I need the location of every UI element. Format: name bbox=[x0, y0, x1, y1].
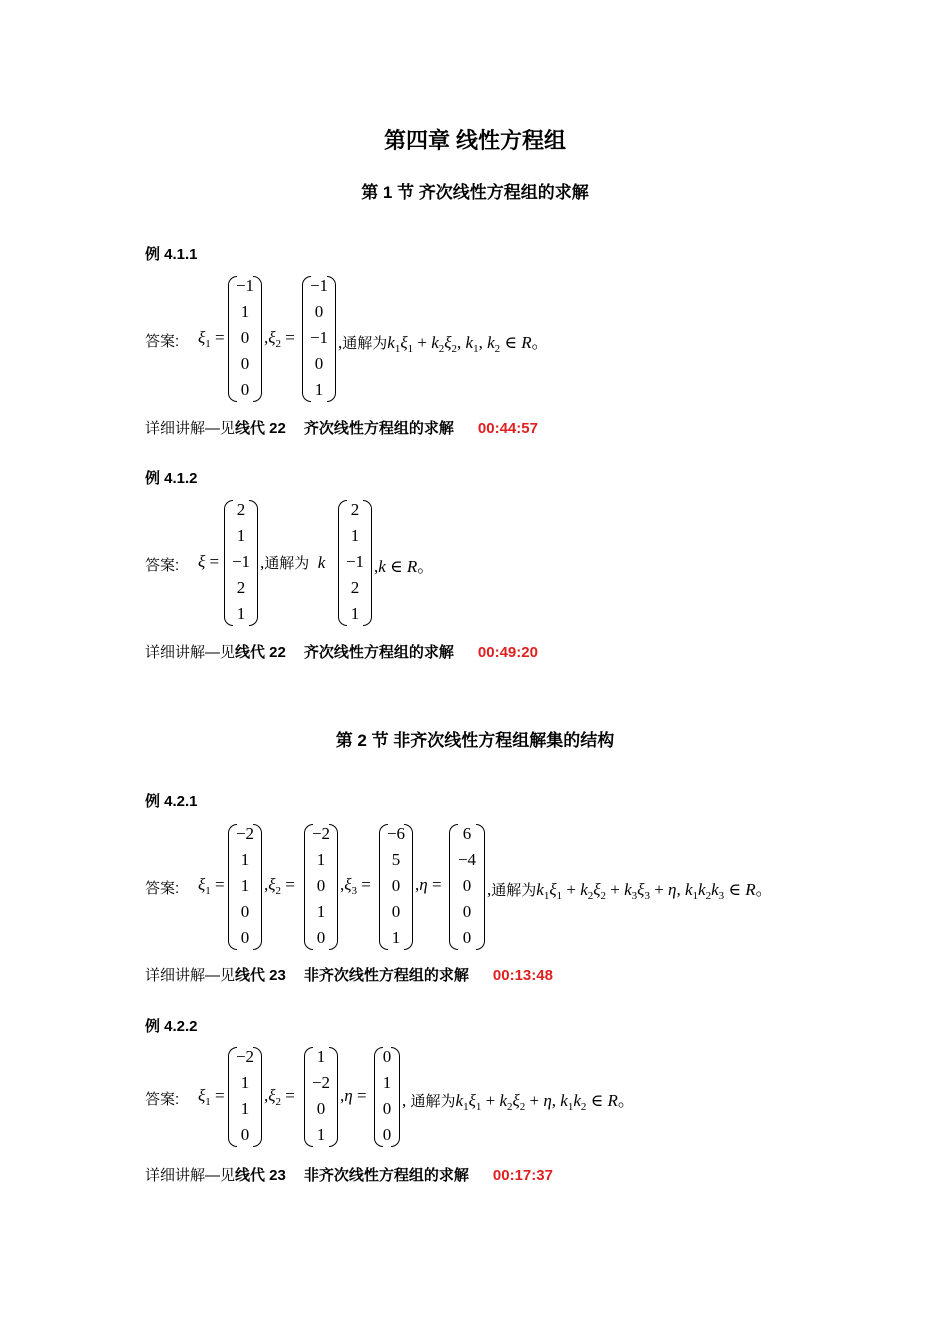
matrix-cell: 2 bbox=[236, 500, 246, 519]
matrix-cell: 0 bbox=[240, 328, 250, 347]
matrix-cell: 1 bbox=[316, 850, 326, 869]
detail-topic: 齐次线性方程组的求解 bbox=[303, 644, 454, 661]
detail-prefix: 详细讲解—见 bbox=[145, 967, 236, 984]
detail-topic: 齐次线性方程组的求解 bbox=[303, 420, 454, 437]
detail-line bbox=[145, 641, 538, 662]
detail-course: 线代 23 bbox=[235, 1167, 286, 1184]
eta-equals: ,η = bbox=[340, 1086, 367, 1105]
detail-line bbox=[145, 417, 538, 438]
detail-course: 线代 22 bbox=[235, 644, 286, 661]
matrix-cell: 1 bbox=[316, 1047, 326, 1066]
matrix-cell: −2 bbox=[311, 824, 331, 843]
general-solution: , 通解为$k_1\xi_1 + k_2\xi_2 + \eta$, $k_1k_2$ ∈ R。 bbox=[402, 1091, 635, 1113]
matrix-cell: 0 bbox=[391, 902, 401, 921]
matrix-cell: 1 bbox=[240, 302, 250, 321]
chapter-title: 第四章 线性方程组 bbox=[383, 128, 567, 153]
matrix-cell: 1 bbox=[240, 1099, 250, 1118]
matrix-k-xi bbox=[338, 500, 372, 626]
matrix-cell: 0 bbox=[314, 354, 324, 373]
xi1-equals: $\xi_1$ = bbox=[198, 1086, 225, 1108]
matrix-cell: −2 bbox=[235, 824, 255, 843]
matrix-cell: 1 bbox=[240, 876, 250, 895]
matrix-cell: −1 bbox=[231, 552, 251, 571]
general-solution: ,通解为$k_1\xi_1 + k_2\xi_2 + k_3\xi_3 + \eta$, $k_1k_2k_3$ ∈ R。 bbox=[487, 880, 773, 902]
general-solution: ,通解为$k_1\xi_1 + k_2\xi_2$, $k_1$, $k_2$ ∈ R。 bbox=[338, 333, 549, 355]
xi1-equals: $\xi_1$ = bbox=[198, 328, 225, 350]
video-timestamp: 00:13:48 bbox=[492, 967, 553, 984]
matrix-eta bbox=[374, 1047, 400, 1147]
xi2-equals: $,\xi_2$ = bbox=[264, 875, 295, 897]
matrix-cell: −1 bbox=[235, 276, 255, 295]
example-label: 例 4.2.1 bbox=[145, 793, 198, 810]
matrix-cell: −2 bbox=[311, 1073, 331, 1092]
example-label: 例 4.1.1 bbox=[145, 246, 198, 263]
matrix-cell: −1 bbox=[309, 276, 329, 295]
section-1-title: 第 1 节 齐次线性方程组的求解 bbox=[361, 183, 589, 202]
matrix-cell: 0 bbox=[382, 1099, 392, 1118]
matrix-xi1 bbox=[228, 1047, 262, 1147]
matrix-cell: −6 bbox=[386, 824, 406, 843]
matrix-cell: 1 bbox=[350, 604, 360, 623]
section-2-title: 第 2 节 非齐次线性方程组解集的结构 bbox=[335, 731, 615, 750]
eta-equals: ,η = bbox=[415, 875, 442, 894]
matrix-cell: 0 bbox=[382, 1047, 392, 1066]
video-timestamp: 00:49:20 bbox=[477, 644, 538, 661]
detail-line bbox=[145, 964, 553, 985]
general-solution-label: 通解为 bbox=[491, 882, 537, 899]
xi3-equals: $,\xi_3$ = bbox=[340, 875, 371, 897]
matrix-cell: 1 bbox=[240, 850, 250, 869]
example-label: 例 4.2.2 bbox=[145, 1018, 198, 1035]
matrix-xi3 bbox=[379, 824, 413, 950]
general-solution-prefix: ,通解为 k bbox=[260, 553, 326, 572]
detail-line bbox=[145, 1164, 553, 1185]
answer-label: 答案: bbox=[145, 1091, 180, 1108]
matrix-cell: −1 bbox=[345, 552, 365, 571]
matrix-xi2 bbox=[304, 1047, 338, 1147]
matrix-eta bbox=[449, 824, 485, 950]
matrix-cell: 1 bbox=[236, 604, 246, 623]
general-solution-label: 通解为 bbox=[410, 1093, 456, 1110]
xi2-equals: $,\xi_2$ = bbox=[264, 1086, 295, 1108]
detail-prefix: 详细讲解—见 bbox=[145, 420, 236, 437]
matrix-cell: −4 bbox=[457, 850, 477, 869]
matrix-cell: 0 bbox=[240, 1125, 250, 1144]
video-timestamp: 00:44:57 bbox=[477, 420, 538, 437]
detail-topic: 非齐次线性方程组的求解 bbox=[303, 967, 469, 984]
matrix-cell: 0 bbox=[316, 928, 326, 947]
matrix-cell: 0 bbox=[462, 928, 472, 947]
example-label: 例 4.1.2 bbox=[145, 470, 198, 487]
matrix-cell: 1 bbox=[316, 902, 326, 921]
general-solution-label: 通解为 bbox=[264, 555, 310, 572]
matrix-cell: 1 bbox=[240, 1073, 250, 1092]
matrix-xi2 bbox=[304, 824, 338, 950]
matrix-cell: 0 bbox=[240, 354, 250, 373]
matrix-cell: 1 bbox=[316, 1125, 326, 1144]
matrix-cell: 0 bbox=[382, 1125, 392, 1144]
matrix-cell: 0 bbox=[462, 876, 472, 895]
matrix-cell: 0 bbox=[314, 302, 324, 321]
matrix-cell: 0 bbox=[316, 876, 326, 895]
matrix-cell: 1 bbox=[391, 928, 401, 947]
matrix-cell: 1 bbox=[314, 380, 324, 399]
matrix-cell: 2 bbox=[350, 500, 360, 519]
matrix-xi1 bbox=[228, 276, 262, 402]
matrix-cell: 6 bbox=[462, 824, 472, 843]
matrix-cell: −1 bbox=[309, 328, 329, 347]
answer-label: 答案: bbox=[145, 333, 180, 350]
matrix-cell: 1 bbox=[350, 526, 360, 545]
xi2-equals: $,\xi_2$ = bbox=[264, 328, 295, 350]
matrix-cell: −2 bbox=[235, 1047, 255, 1066]
answer-label: 答案: bbox=[145, 880, 180, 897]
matrix-xi2 bbox=[302, 276, 336, 402]
matrix-xi1 bbox=[228, 824, 262, 950]
detail-course: 线代 22 bbox=[235, 420, 286, 437]
xi-equals: ξ = bbox=[198, 552, 220, 571]
xi1-equals: $\xi_1$ = bbox=[198, 875, 225, 897]
matrix-cell: 1 bbox=[236, 526, 246, 545]
matrix-cell: 1 bbox=[382, 1073, 392, 1092]
matrix-cell: 2 bbox=[236, 578, 246, 597]
general-solution-label: 通解为 bbox=[342, 335, 388, 352]
detail-prefix: 详细讲解—见 bbox=[145, 644, 236, 661]
matrix-cell: 0 bbox=[316, 1099, 326, 1118]
matrix-cell: 0 bbox=[240, 380, 250, 399]
detail-prefix: 详细讲解—见 bbox=[145, 1167, 236, 1184]
matrix-cell: 0 bbox=[462, 902, 472, 921]
answer-label: 答案: bbox=[145, 557, 180, 574]
matrix-xi bbox=[224, 500, 258, 626]
matrix-cell: 0 bbox=[240, 928, 250, 947]
matrix-cell: 5 bbox=[391, 850, 401, 869]
detail-topic: 非齐次线性方程组的求解 bbox=[303, 1167, 469, 1184]
matrix-cell: 2 bbox=[350, 578, 360, 597]
video-timestamp: 00:17:37 bbox=[492, 1167, 553, 1184]
detail-course: 线代 23 bbox=[235, 967, 286, 984]
matrix-cell: 0 bbox=[391, 876, 401, 895]
parameter-domain: ,k ∈ R。 bbox=[374, 557, 435, 576]
matrix-cell: 0 bbox=[240, 902, 250, 921]
